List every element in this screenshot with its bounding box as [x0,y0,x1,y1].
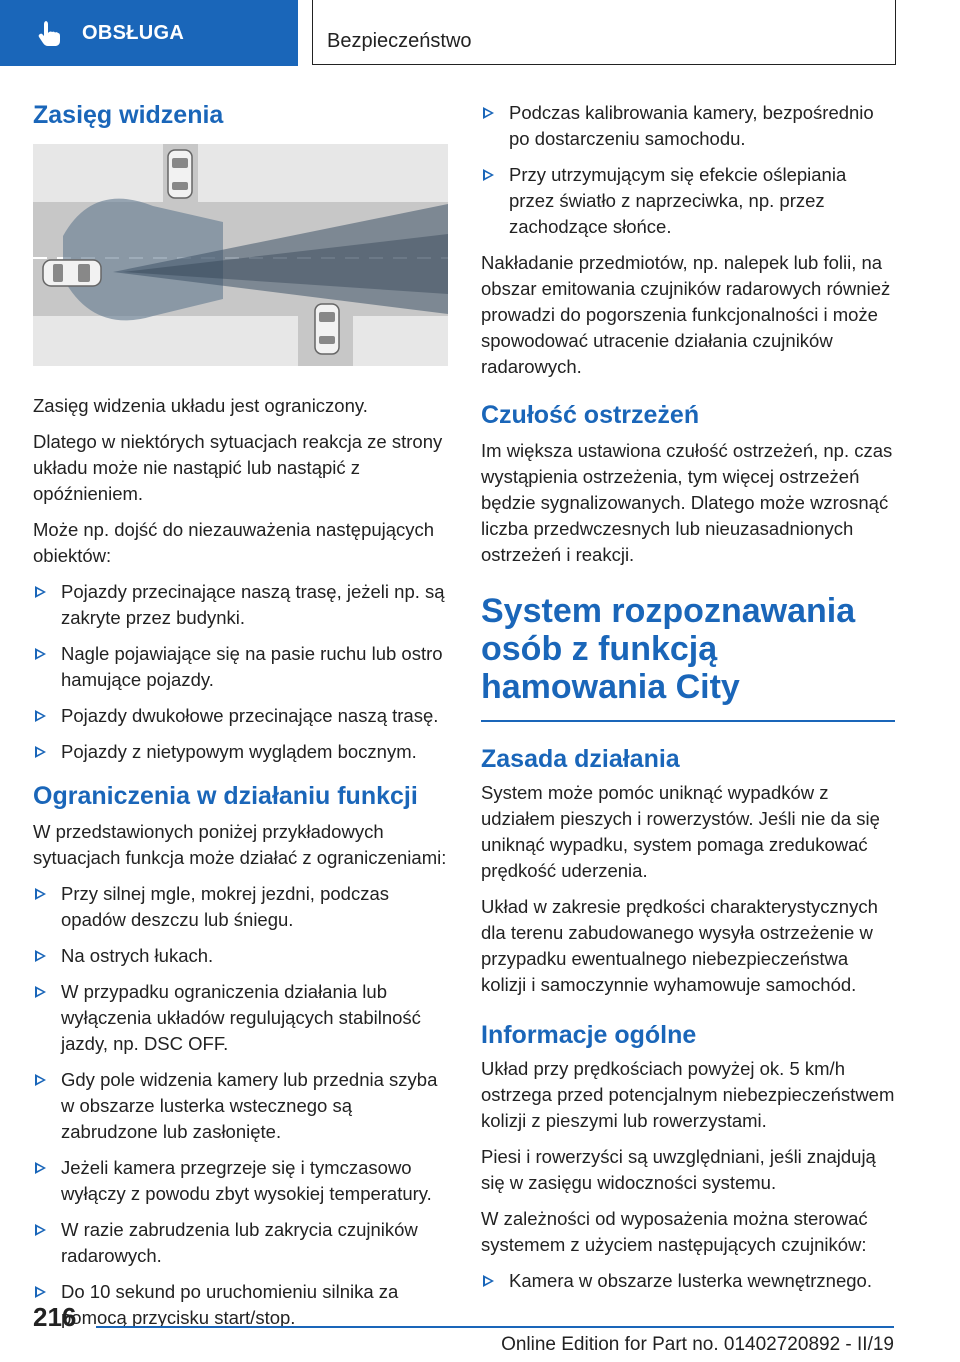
heading-zasieg-widzenia: Zasięg widzenia [33,101,224,129]
list-item: Jeżeli kamera przegrzeje się i tymczasowo wyłączy z powodu zbyt wysokiej temperatury. [33,1155,448,1207]
triangle-bullet-icon [35,746,46,758]
left-column [33,100,448,1341]
list-item: Przy utrzymującym się efekcie oślepiania przez światło z naprzeciwka, np. przez zachodzące słońce. [481,162,895,240]
right-column [481,100,895,1304]
paragraph: System może pomóc uniknąć wypadków z udziałem pieszych i rowerzystów. Jeśli nie da się uniknąć wypadku, system pomaga zredukować prędkość uderzenia. [481,782,880,881]
page-number: 216 [33,1302,77,1332]
bullet-list-objects [33,579,448,765]
bullet-list-sensors [481,1268,895,1294]
triangle-bullet-icon [35,1224,46,1236]
paragraph: Układ przy prędkościach powyżej ok. 5 km/h ostrzega przed potencjalnym niebezpieczeństwem kolizji z pieszymi lub rowerzystami. [481,1058,895,1131]
list-item: Gdy pole widzenia kamery lub przednia szyba w obszarze lusterka wstecznego są zabrudzone lub zasłonięte. [33,1067,448,1145]
list-item: Do 10 sekund po uruchomieniu silnika za pomocą przycisku start/stop. [33,1279,448,1331]
paragraph: Nakładanie przedmiotów, np. nalepek lub folii, na obszar emitowania czujników radarowych również prowadzi do pogorszenia funkcjonalności i może spowodować utracenie działania czujników radarowych. [481,252,891,377]
section-title-system: System rozpoznawania osób z funkcją hamowania City [481,592,856,706]
paragraph: Im większa ustawiona czułość ostrzeżeń, np. czas wystąpienia ostrzeżenia, tym więcej ostrzeżeń będzie sygnalizowanych. Dlatego może wzrosnąć liczba przedwczesnych lub nieuzasadnionych ostrzeżeń i reakcji. [481,440,893,565]
triangle-bullet-icon [35,586,46,598]
triangle-bullet-icon [35,710,46,722]
footer-edition: Online Edition for Part no. 01402720892 - II/19 [501,1334,894,1355]
triangle-bullet-icon [35,648,46,660]
list-item: Pojazdy przecinające naszą trasę, jeżeli np. są zakryte przez budynki. [33,579,448,631]
triangle-bullet-icon [35,1074,46,1086]
list-item: Kamera w obszarze lusterka wewnętrznego. [481,1268,895,1294]
list-item: W przypadku ograniczenia działania lub wyłączenia układów regulujących stabilność jazdy, np. DSC OFF. [33,979,448,1057]
vehicle-top [168,150,192,198]
vehicle-left [43,260,101,286]
list-item: Przy silnej mgle, mokrej jezdni, podczas opadów deszczu lub śniegu. [33,881,448,933]
triangle-bullet-icon [35,986,46,998]
vehicle-bottom [315,304,339,354]
paragraph: Zasięg widzenia układu jest ograniczony. [33,395,368,416]
paragraph: Układ w zakresie prędkości charakterystycznych dla terenu zabudowanego wysyła ostrzeżenie w przypadku ewentualnego niebezpieczeństwa kolizji i samoczynnie wyhamowuje samochód. [481,896,878,995]
field-of-view-illustration [33,144,448,366]
heading-zasada: Zasada działania [481,745,680,773]
paragraph: Może np. dojść do niezauważenia następujących obiektów: [33,519,435,566]
paragraph: W zależności od wyposażenia można sterować systemem z użyciem następujących czujników: [481,1208,868,1255]
paragraph: Piesi i rowerzyści są uwzględniani, jeśli znajdują się w zasięgu widoczności systemu. [481,1146,876,1193]
list-item: Pojazdy dwukołowe przecinające naszą trasę. [33,703,448,729]
section-title: OBSŁUGA [82,21,185,44]
triangle-bullet-icon [35,950,46,962]
chapter-title: Bezpieczeństwo [327,30,472,52]
triangle-bullet-icon [483,169,494,181]
list-item: Podczas kalibrowania kamery, bezpośrednio po dostarczeniu samochodu. [481,100,895,152]
list-item: W razie zabrudzenia lub zakrycia czujników radarowych. [33,1217,448,1269]
list-item: Pojazdy z nietypowym wyglądem bocznym. [33,739,448,765]
list-item: Na ostrych łukach. [33,943,448,969]
hand-pointer-icon [36,18,66,48]
section-tab[interactable] [0,0,298,66]
bullet-list-limitations-cont [481,100,895,240]
footer-divider [96,1326,894,1328]
paragraph: W przedstawionych poniżej przykładowych sytuacjach funkcja może działać z ograniczeniami: [33,821,447,868]
heading-informacje: Informacje ogólne [481,1021,697,1049]
paragraph: Dlatego w niektórych sytuacjach reakcja ze strony układu może nie nastąpić lub nastąpić z opóźnieniem. [33,431,443,504]
triangle-bullet-icon [35,1286,46,1298]
heading-czulosc: Czułość ostrzeżeń [481,401,700,429]
triangle-bullet-icon [35,888,46,900]
triangle-bullet-icon [35,1162,46,1174]
bullet-list-limitations [33,881,448,1331]
heading-ograniczenia: Ograniczenia w działaniu funkcji [33,782,418,810]
title-divider [481,720,895,722]
list-item: Nagle pojawiające się na pasie ruchu lub ostro hamujące pojazdy. [33,641,448,693]
triangle-bullet-icon [483,1275,494,1287]
chapter-header [312,0,896,65]
triangle-bullet-icon [483,107,494,119]
